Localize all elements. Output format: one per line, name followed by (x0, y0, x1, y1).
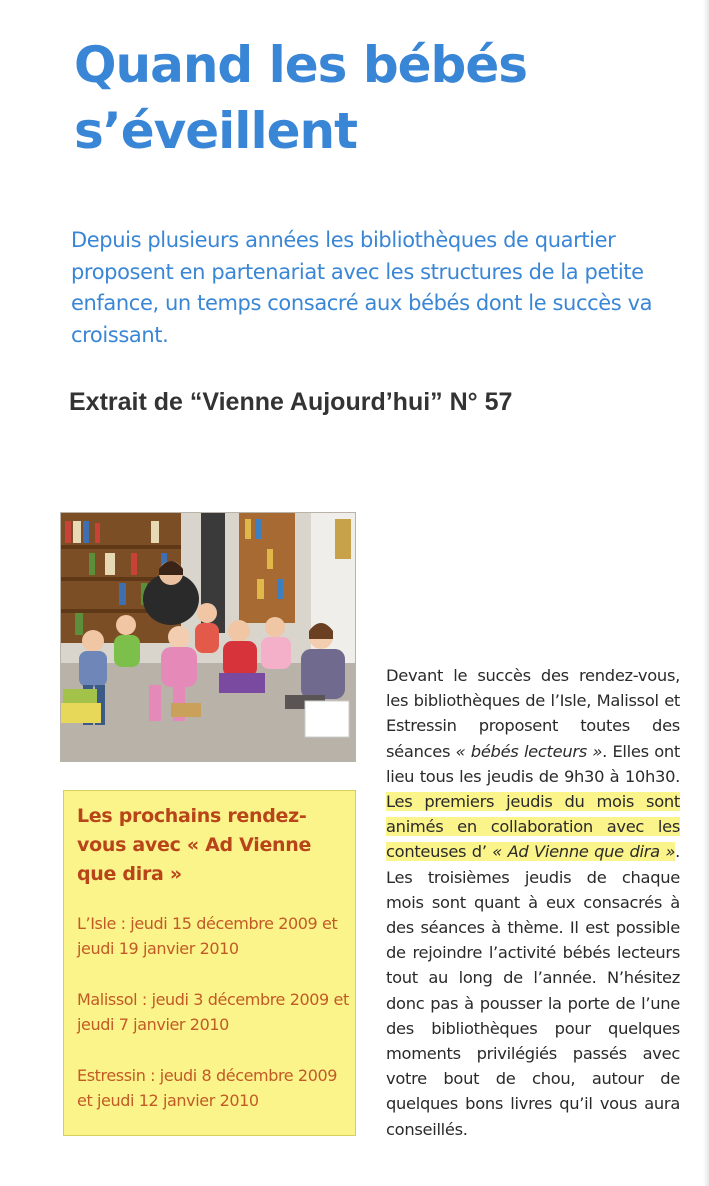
body-italic-ad-vienne: « Ad Vienne que dira » (492, 842, 676, 862)
upcoming-sessions-box (63, 790, 356, 1136)
session-entry-estressin: Estressin : jeudi 8 décembre 2009 et jeudi 12 janvier 2010 (77, 1066, 338, 1110)
upcoming-sessions-title: Les prochains rendez-vous avec « Ad Vienne que dira » (77, 805, 312, 885)
title-line-2: s’éveillent (74, 102, 357, 160)
library-photo-illustration (61, 513, 355, 761)
body-part-2: . Elles ont lieu tous les jeudis de 9h30 à 10h30. (386, 741, 680, 786)
title-fade-overlay (384, 118, 504, 176)
body-italic-bebes-lecteurs: « bébés lecteurs » (455, 741, 603, 761)
session-entry-lisle: L’Isle : jeudi 15 décembre 2009 et jeudi 19 janvier 2010 (77, 914, 338, 958)
body-part-1: Devant le succès des rendez-vous, les bibliothèques de l’Isle, Malissol et Estressin proposent toutes des séances (386, 666, 680, 761)
source-caption: Extrait de “Vienne Aujourd’hui” N° 57 (69, 388, 513, 416)
title-line-1: Quand les bébés (74, 36, 528, 94)
article-intro: Depuis plusieurs années les bibliothèques de quartier proposent en partenariat avec les structures de la petite enfance, un temps consacré aux bébés dont le succès va croissant. (71, 228, 653, 347)
article-body (386, 663, 680, 1142)
session-entry-malissol: Malissol : jeudi 3 décembre 2009 et jeudi 7 janvier 2010 (77, 990, 349, 1034)
body-part-3: . Les troisièmes jeudis de chaque mois sont quant à eux consacrés à des séances à thème. Il est possible de rejoindre l’activité bébés lecteurs tout au long de l’année. N’hésitez donc pas à pousser la porte de l’une des bibliothèques pour quelques moments privilégiés passés avec votre bout de chou, autour de quelques bons livres qu’il vous aura conseillés. (386, 842, 680, 1139)
page-edge (703, 0, 709, 1186)
library-photo (60, 512, 356, 762)
body-highlighted-text: Les premiers jeudis du mois sont animés en collaboration avec les conteuses d’ (386, 792, 680, 862)
